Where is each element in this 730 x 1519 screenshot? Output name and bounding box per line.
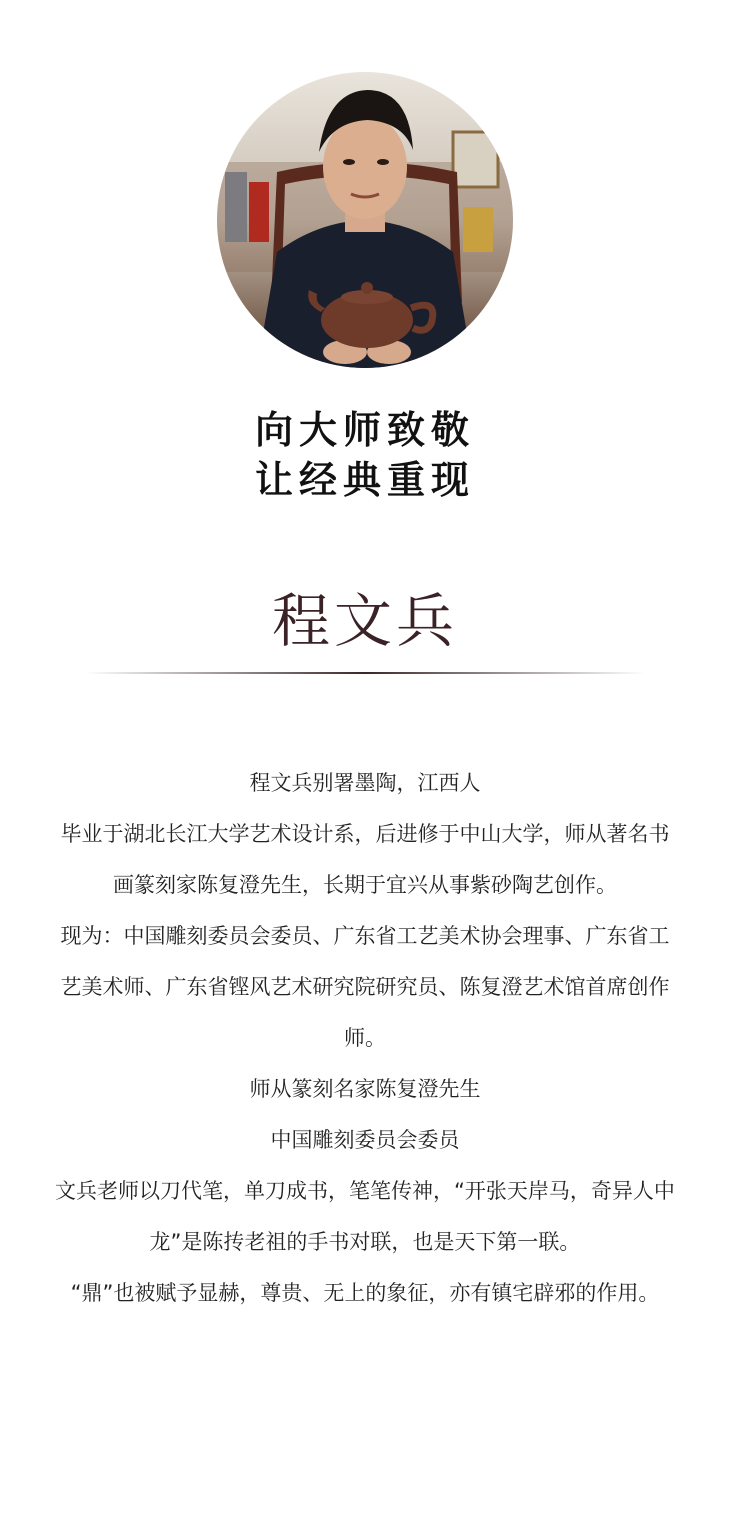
bio-paragraph: 程文兵别署墨陶，江西人 [249,771,481,795]
slogan-line-2: 让经典重现 [254,457,475,502]
artist-name: 程文兵 [271,587,458,655]
bio-paragraph: “鼎”也被赋予显赫，尊贵、无上的象征，亦有镇宅辟邪的作用。 [70,1281,660,1305]
bio-paragraph: 毕业于湖北长江大学艺术设计系，后进修于中山大学，师从著名书画篆刻家陈复澄先生，长期于宜兴从事紫砂陶艺创作。 [60,822,670,897]
portrait-photo [217,72,513,368]
bio-paragraph: 现为：中国雕刻委员会委员、广东省工艺美术协会理事、广东省工艺美术师、广东省铿风艺术研究院研究员、陈复澄艺术馆首席创作师。 [60,924,670,1050]
artist-bio [55,758,675,1319]
bio-paragraph: 中国雕刻委员会委员 [270,1128,460,1152]
artist-portrait [217,72,513,368]
bio-paragraph: 文兵老师以刀代笔，单刀成书，笔笔传神，“开张天岸马，奇异人中龙”是陈抟老祖的手书对联，也是天下第一联。 [55,1179,675,1254]
slogan-line-1: 向大师致敬 [254,407,475,452]
divider [85,672,645,674]
bio-paragraph: 师从篆刻名家陈复澄先生 [249,1077,481,1101]
